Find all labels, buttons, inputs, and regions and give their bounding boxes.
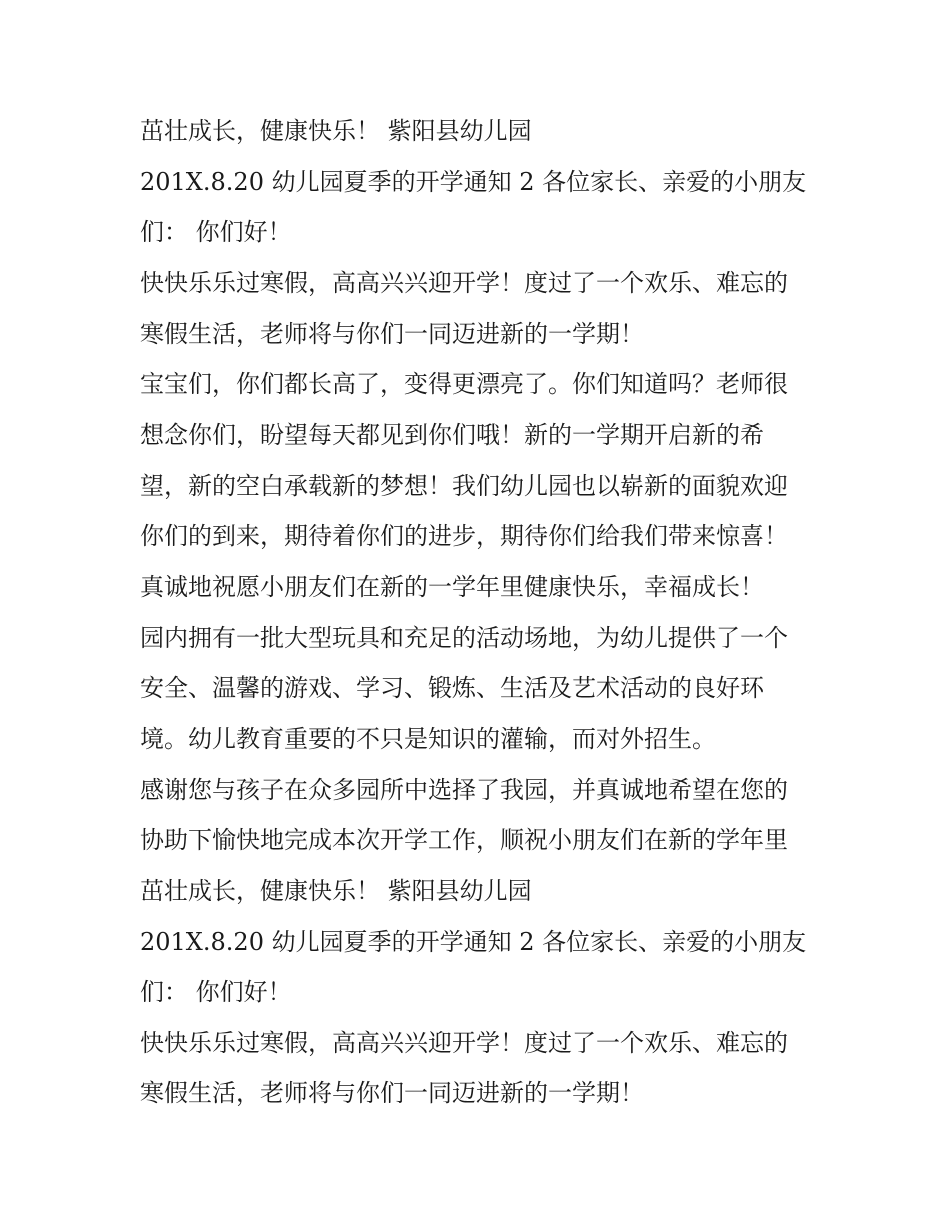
text-line: 你们的到来，期待着你们的进步，期待你们给我们带来惊喜！ (140, 522, 788, 551)
text-line: 快快乐乐过寒假，高高兴兴迎开学！度过了一个欢乐、难忘的 (140, 1028, 788, 1057)
text-line: 寒假生活，老师将与你们一同迈进新的一学期！ (140, 1079, 644, 1108)
text-line: 安全、温馨的游戏、学习、锻炼、生活及艺术活动的良好环 (140, 674, 764, 703)
text-line: 协助下愉快地完成本次开学工作，顺祝小朋友们在新的学年里 (140, 826, 788, 855)
text-line: 感谢您与孩子在众多园所中选择了我园，并真诚地希望在您的 (140, 775, 788, 804)
text-line: 201X.8.20 幼儿园夏季的开学通知 2 各位家长、亲爱的小朋友 (140, 927, 807, 956)
text-line: 境。幼儿教育重要的不只是知识的灌输，而对外招生。 (140, 724, 716, 753)
text-line: 园内拥有一批大型玩具和充足的活动场地，为幼儿提供了一个 (140, 623, 788, 652)
text-line: 茁壮成长，健康快乐！ 紫阳县幼儿园 (140, 876, 532, 905)
text-line: 们： 你们好！ (140, 978, 292, 1007)
text-line: 想念你们，盼望每天都见到你们哦！新的一学期开启新的希 (140, 420, 764, 449)
text-line: 寒假生活，老师将与你们一同迈进新的一学期！ (140, 319, 644, 348)
text-line: 真诚地祝愿小朋友们在新的一学年里健康快乐，幸福成长！ (140, 572, 764, 601)
text-line: 们： 你们好！ (140, 218, 292, 247)
text-line: 宝宝们，你们都长高了，变得更漂亮了。你们知道吗？老师很 (140, 370, 788, 399)
text-line: 快快乐乐过寒假，高高兴兴迎开学！度过了一个欢乐、难忘的 (140, 268, 788, 297)
text-line: 201X.8.20 幼儿园夏季的开学通知 2 各位家长、亲爱的小朋友 (140, 167, 807, 196)
text-line: 茁壮成长，健康快乐！ 紫阳县幼儿园 (140, 117, 532, 145)
text-line: 望，新的空白承载新的梦想！我们幼儿园也以崭新的面貌欢迎 (140, 471, 788, 500)
document-body (140, 106, 820, 1119)
